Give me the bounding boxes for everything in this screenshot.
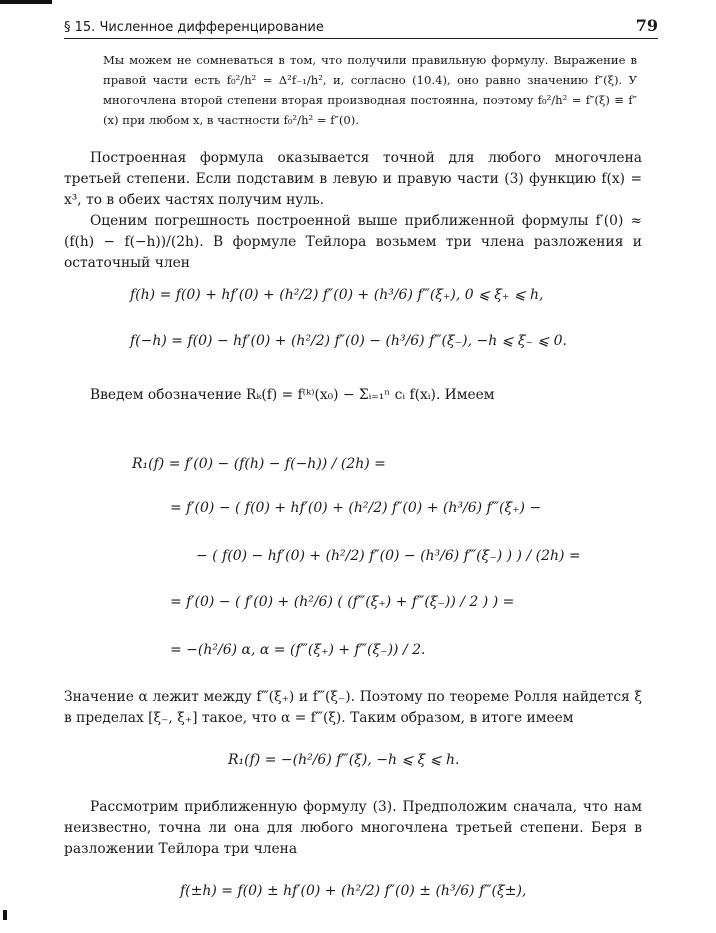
paragraph-exactness: Построенная формула оказывается точной для любого многочлена третьей степени. Если подставим в левую и правую части (3) функцию f(x) = x³, то в обеих частях получим нуль. (64, 150, 642, 208)
page-number: 79 (635, 16, 658, 35)
paragraph-notation: Введем обозначение Rₖ(f) = f⁽ᵏ⁾(x₀) − Σᵢ₌₁ⁿ cᵢ f(xᵢ). Имеем (90, 387, 495, 403)
equation-r1-line1: R₁(f) = f′(0) − (f(h) − f(−h)) / (2h) = (132, 456, 386, 472)
section-title: § 15. Численное дифференцирование (64, 20, 324, 35)
equation-taylor-pm: f(±h) = f(0) ± hf′(0) + (h²/2) f″(0) ± (h³/6) f‴(ξ±), (180, 883, 527, 899)
equation-r1-line5: = −(h²/6) α, α = (f‴(ξ₊) + f‴(ξ₋)) / 2. (170, 642, 426, 658)
running-header (64, 16, 658, 38)
scan-corner-mark (0, 0, 52, 4)
paragraph-error-estimate: Оценим погрешность построенной выше приближенной формулы f′(0) ≈ (f(h) − f(−h))/(2h). В формуле Тейлора возьмем три члена разложения и остаточный член (64, 213, 642, 271)
equation-taylor-plus: f(h) = f(0) + hf′(0) + (h²/2) f″(0) + (h³/6) f‴(ξ₊), 0 ⩽ ξ₊ ⩽ h, (130, 287, 544, 303)
equation-taylor-minus: f(−h) = f(0) − hf′(0) + (h²/2) f″(0) − (h³/6) f‴(ξ₋), −h ⩽ ξ₋ ⩽ 0. (130, 333, 567, 349)
scan-edge-mark (3, 910, 7, 920)
paragraph-verification: Мы можем не сомневаться в том, что получили правильную формулу. Выражение в правой части есть f₀²/h² = Δ²f₋₁/h², и, согласно (10.4), оно равно значению f″(ξ). У многочлена второй степени вторая производная постоянна, поэтому f₀²/h² = f″(ξ) ≡ f″(x) при любом x, в частности f₀²/h² = f″(0). (103, 53, 637, 127)
header-rule (64, 38, 658, 39)
equation-r1-line4: = f′(0) − ( f′(0) + (h²/6) ( (f‴(ξ₊) + f‴(ξ₋)) / 2 ) ) = (170, 594, 515, 610)
paragraph-rolle: Значение α лежит между f‴(ξ₊) и f‴(ξ₋). Поэтому по теореме Ролля найдется ξ в пределах [ξ₋, ξ₊] такое, что α = f‴(ξ). Таким образом, в итоге имеем (64, 689, 642, 726)
equation-r1-line3: − ( f(0) − hf′(0) + (h²/2) f″(0) − (h³/6) f‴(ξ₋) ) ) / (2h) = (196, 548, 581, 564)
equation-r1-final: R₁(f) = −(h²/6) f‴(ξ), −h ⩽ ξ ⩽ h. (228, 752, 460, 768)
paragraph-formula-3: Рассмотрим приближенную формулу (3). Предположим сначала, что нам неизвестно, точна ли она для любого многочлена третьей степени. Беря в разложении Тейлора три члена (64, 799, 642, 857)
equation-r1-line2: = f′(0) − ( f(0) + hf′(0) + (h²/2) f″(0) + (h³/6) f‴(ξ₊) − (170, 500, 542, 516)
